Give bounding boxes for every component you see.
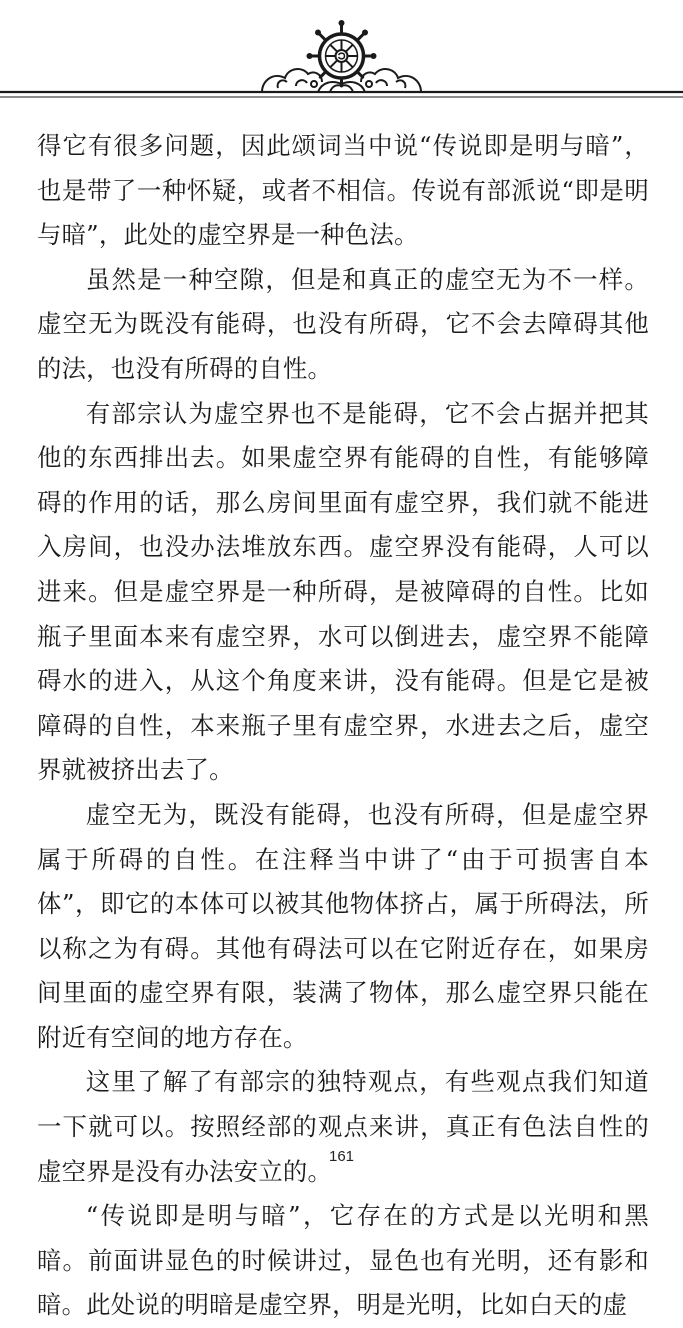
page-header-ornament [0,0,683,110]
dharma-wheel-icon [307,20,377,86]
paragraph: 得它有很多问题，因此颂词当中说“传说即是明与暗”，也是带了一种怀疑，或者不相信。传说有部派说“即是明与暗”，此处的虚空界是一种色法。 [37,131,649,250]
cloud-scroll-icon-right [361,69,421,92]
paragraph: 虚空无为，既没有能碍，也没有所碍，但是虚空界属于所碍的自性。在注释当中讲了“由于可损害自本体”，即它的本体可以被其他物体挤占，属于所碍法，所以称之为有碍。其他有碍法可以在它附近存在，如果房间里面的虚空界有限，装满了物体，那么虚空界只能在附近有空间的地方存在。 [37,799,649,1052]
header-ornament-graphic [0,0,683,110]
page-number: 161 [328,1148,355,1165]
paragraph: “传说即是明与暗”，它存在的方式是以光明和黑暗。前面讲显色的时候讲过，显色也有光明，还有影和暗。此处说的明暗是虚空界，明是光明，比如白天的虚 [37,1201,649,1320]
paragraph: 有部宗认为虚空界也不是能碍，它不会占据并把其他的东西排出去。如果虚空界有能碍的自性，有能够障碍的作用的话，那么房间里面有虚空界，我们就不能进入房间，也没办法堆放东西。虚空界没有能碍，人可以进来。但是虚空界是一种所碍，是被障碍的自性。比如瓶子里面本来有虚空界，水可以倒进去，虚空界不能障碍水的进入，从这个角度来讲，没有能碍。但是它是被障碍的自性，本来瓶子里有虚空界，水进去之后，虚空界就被挤出去了。 [37,398,649,785]
paragraph: 虽然是一种空隙，但是和真正的虚空无为不一样。虚空无为既没有能碍，也没有所碍，它不会去障碍其他的法，也没有所碍的自性。 [37,264,649,383]
paragraph: 这里了解了有部宗的独特观点，有些观点我们知道一下就可以。按照经部的观点来讲，真正有色法自性的虚空界是没有办法安立的。 [37,1067,649,1186]
cloud-scroll-icon-left [262,69,322,92]
